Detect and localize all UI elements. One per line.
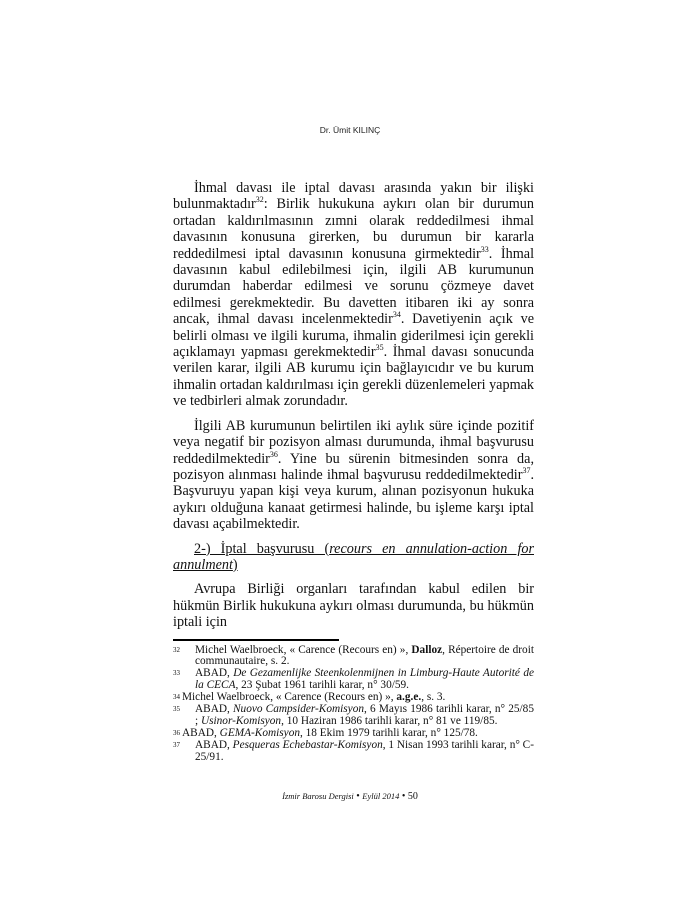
footnote-text	[195, 668, 534, 692]
text-run: ABAD,	[195, 703, 234, 716]
footnote-number: 35	[173, 705, 180, 714]
text-run: GEMA-Komisyon	[219, 726, 300, 739]
footnote-text	[195, 740, 534, 764]
footer-separator: •	[356, 790, 360, 802]
text-run: . Davetiyenin açık ve belirli olması ve ilgili kuruma, ihmalin giderilmesi için gerekli açıklamayı yapması gerekmektedir	[173, 311, 534, 361]
footnote-number: 36	[173, 728, 180, 737]
text-run: ABAD,	[195, 738, 233, 751]
text-run: ABAD,	[182, 726, 220, 739]
footnote-text	[195, 645, 534, 669]
running-header: Dr. Ümit KILINÇ	[319, 125, 381, 135]
footnote-number: 33	[173, 669, 180, 678]
footnotes	[173, 645, 534, 764]
text-run: a.g.e.	[396, 691, 422, 704]
footnote-reference: 36	[269, 449, 278, 459]
text-column	[173, 180, 534, 764]
text-run: ABAD,	[195, 667, 234, 680]
journal-name: İzmir Barosu Dergisi	[282, 790, 354, 801]
text-run: )	[232, 556, 238, 573]
text-run: . Yine bu sürenin bitmesinden sonra da, pozisyon alınması halinde ihmal başvurusu reddedilmektedir	[173, 450, 534, 483]
paragraph	[173, 180, 534, 410]
footnote	[173, 704, 534, 728]
text-run: Pesqueras Echebastar-Komisyon	[232, 738, 383, 751]
text-run: De Gezamenlijke Steenkolenmijnen in Limburg-Haute Autorité de la CECA	[195, 667, 534, 692]
paragraph	[173, 581, 534, 630]
footnote-number: 32	[173, 645, 180, 654]
footer-separator: •	[401, 790, 406, 802]
text-run: . İhmal davası sonucunda verilen karar, ilgili AB kurumu için bağlayıcıdır ve bu kurum ihmalin ortadan kaldırılması için gerekli düzenlemeleri yapmak ve tedbirleri almak zorundadır.	[173, 344, 535, 410]
footnote-text	[195, 704, 534, 728]
text-run: , 1 Nisan 1993 tarihli karar, n° C-25/91.	[195, 738, 534, 763]
text-run: , s. 3.	[421, 691, 446, 704]
footnote-number: 37	[173, 740, 180, 749]
section-heading	[173, 541, 534, 574]
footnote-reference: 33	[480, 244, 489, 254]
text-run: Dalloz	[411, 643, 443, 656]
footnote	[173, 645, 534, 669]
footnote	[173, 668, 534, 692]
text-run: Usinor-Komisyon	[200, 715, 282, 727]
page-number: 50	[407, 790, 418, 802]
page-footer	[0, 790, 700, 803]
footnote-reference: 32	[255, 195, 264, 205]
footnote-reference: 34	[392, 310, 401, 320]
text-run: . Başvuruyu yapan kişi veya kurum, alınan pozisyonun hukuka aykırı olduğuna kanaat getirmesi halinde, bu işleme karşı iptal davası açabilmektedir.	[173, 466, 534, 533]
text-run: Michel Waelbroeck, « Carence (Recours en) »,	[195, 643, 412, 656]
text-run: recours en annulation-action for annulment	[173, 540, 534, 573]
text-run: , 6 Mayıs 1986 tarihli karar, n° 25/85 ;	[195, 703, 534, 727]
text-run: , 23 Şubat 1961 tarihli karar, n° 30/59.	[235, 679, 409, 692]
text-run: 2-) İptal başvurusu (	[194, 540, 330, 557]
footnote-reference: 35	[375, 343, 384, 353]
text-run: : Birlik hukukuna aykırı olan bir durumun ortadan kaldırılmasının zımni olarak reddedilmesi ihmal davasının konusuna girerken, bu durumun bir kararla reddedilmesi iptal davasının konusuna girmektedir	[173, 196, 534, 262]
text-run: , 10 Haziran 1986 tarihli karar, n° 81 ve 119/85.	[281, 715, 498, 727]
footnote-reference: 37	[522, 465, 531, 475]
text-run: Avrupa Birliği organları tarafından kabul edilen bir hükmün Birlik hukukuna aykırı olması durumunda, bu hükmün iptali için	[173, 581, 534, 631]
footnote-number: 34	[173, 693, 180, 702]
text-run: İlgili AB kurumunun belirtilen iki aylık süre içinde pozitif veya negatif bir pozisyon alması durumunda, ihmal başvurusu reddedilmektedir	[173, 417, 534, 467]
footnote	[173, 740, 534, 764]
text-run: Michel Waelbroeck, « Carence (Recours en) »,	[182, 691, 397, 704]
footnote-separator	[173, 639, 339, 641]
body-text	[173, 180, 534, 631]
text-run: , Répertoire de droit communautaire, s. 2.	[195, 643, 534, 668]
issue-date: Eylül 2014	[362, 790, 400, 801]
text-run: . İhmal davasının kabul edilebilmesi için, ilgili AB kurumunun durumdan haberdar edilmesi ve sorunu çözmeye davet edilmesi gerekmektedir. Bu davetten itibaren iki ay sonra ancak, ihmal davası incelenmektedir	[173, 245, 535, 328]
text-run: , 18 Ekim 1979 tarihli karar, n° 125/78.	[300, 726, 478, 739]
text-run: İhmal davası ile iptal davası arasında yakın bir ilişki bulunmaktadır	[173, 180, 534, 213]
paragraph	[173, 418, 534, 533]
text-run: Nuovo Campsider-Komisyon	[233, 703, 364, 716]
